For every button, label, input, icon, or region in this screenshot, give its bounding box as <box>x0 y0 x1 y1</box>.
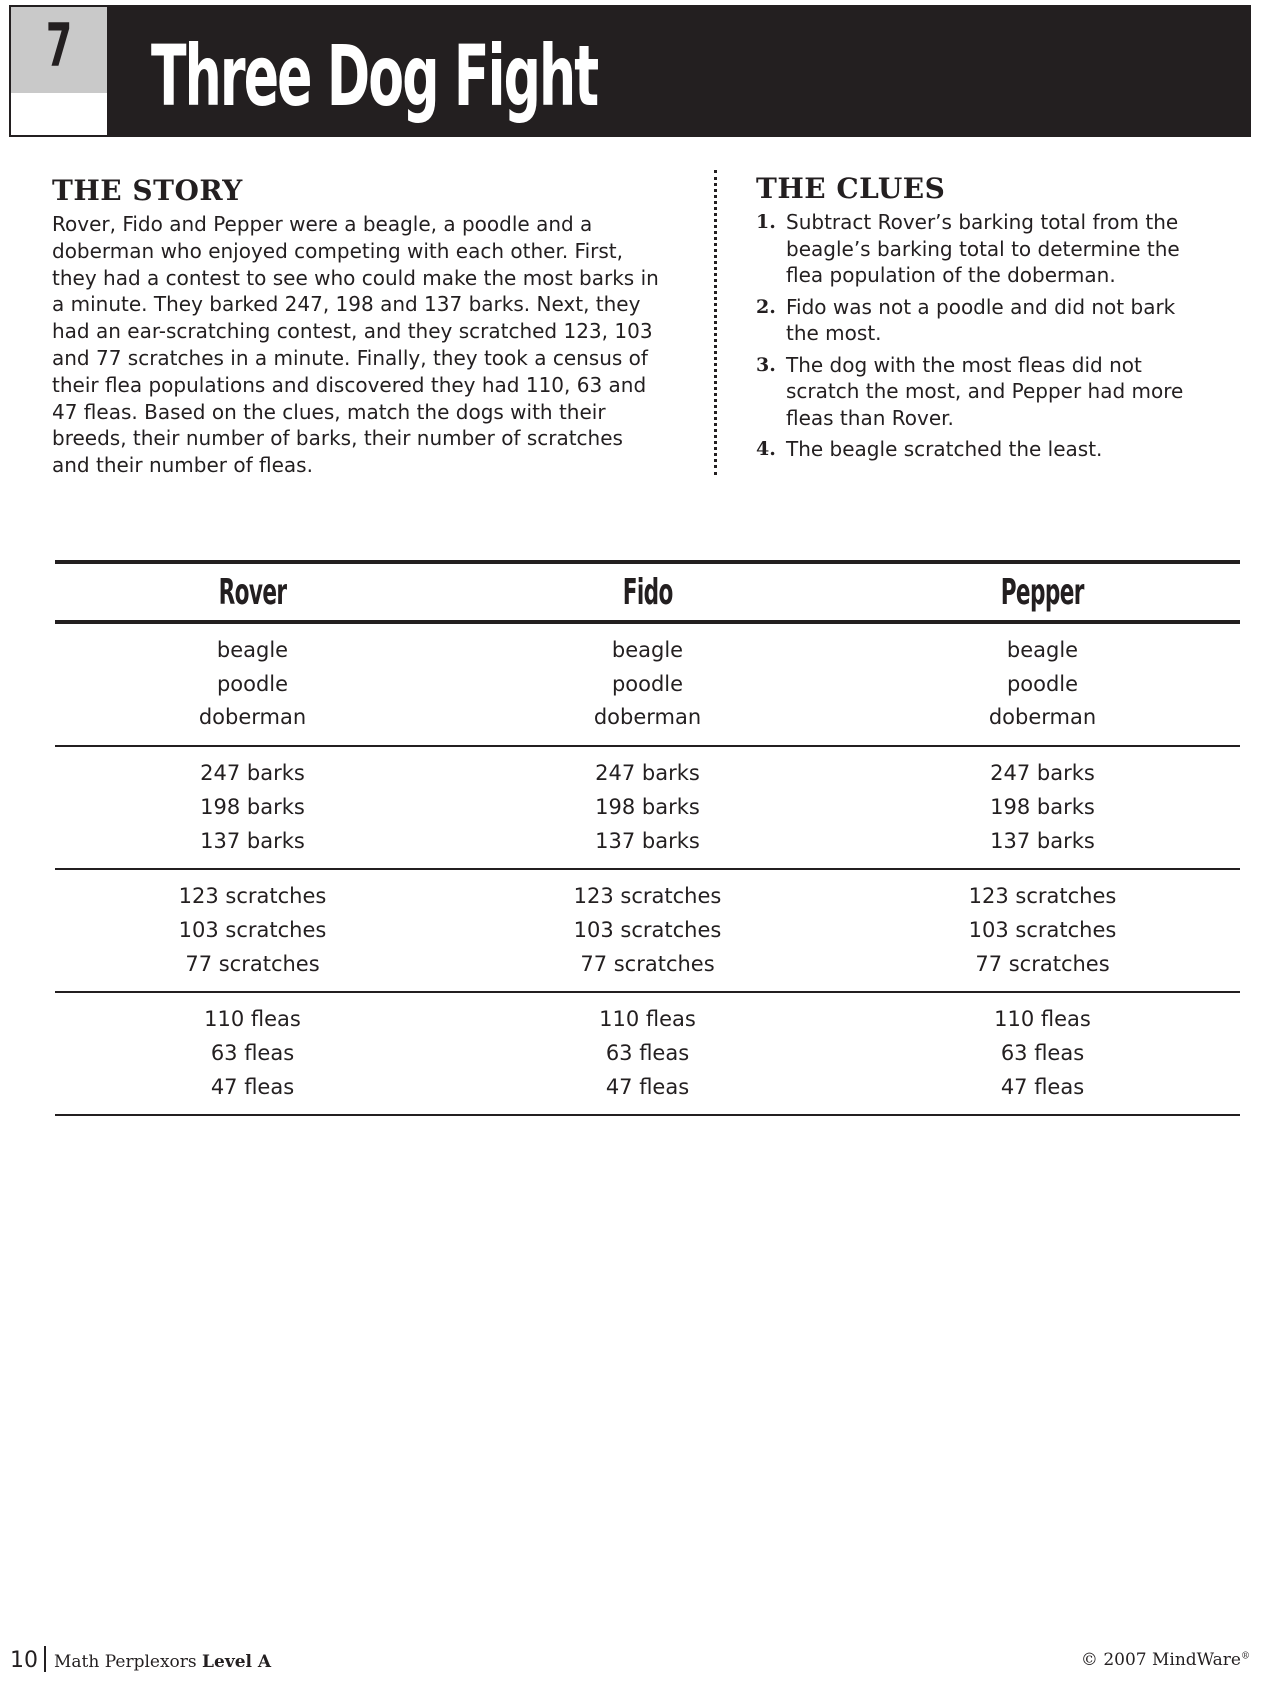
option-77-scratches[interactable]: 77 scratches <box>185 951 320 976</box>
scratches-group <box>55 870 1240 991</box>
option-77-scratches[interactable]: 77 scratches <box>580 951 715 976</box>
book-title: Math Perplexors <box>54 1652 197 1672</box>
pepper-fleas-options <box>845 1003 1240 1104</box>
dog-name-rover: Rover <box>218 571 287 613</box>
copyright-text: © 2007 MindWare <box>1080 1650 1241 1670</box>
title-bar <box>109 5 1251 137</box>
option-doberman[interactable]: doberman <box>988 705 1097 730</box>
pepper-scratches-options <box>845 880 1240 981</box>
clues-list <box>756 209 1196 463</box>
option-123-scratches[interactable]: 123 scratches <box>573 884 722 909</box>
barks-group <box>55 747 1240 868</box>
option-poodle[interactable]: poodle <box>611 671 684 696</box>
answer-grid <box>55 560 1240 1116</box>
option-doberman[interactable]: doberman <box>593 705 702 730</box>
pepper-breed-options <box>845 634 1240 735</box>
fido-scratches-options <box>450 880 845 981</box>
clue-number: 1. <box>756 211 776 233</box>
clues-section <box>756 172 1196 468</box>
option-198-barks[interactable]: 198 barks <box>200 794 305 819</box>
rover-barks-options <box>55 757 450 858</box>
option-137-barks[interactable]: 137 barks <box>595 828 700 853</box>
clue-item <box>756 209 1196 289</box>
clue-text: Subtract Rover’s barking total from the beagle’s barking total to determine the flea population of the doberman. <box>786 210 1180 287</box>
clues-heading: THE CLUES <box>756 172 946 205</box>
page-footer-left <box>10 1646 271 1673</box>
option-103-scratches[interactable]: 103 scratches <box>178 917 327 942</box>
story-text: Rover, Fido and Pepper were a beagle, a poodle and a doberman who enjoyed competing with each other. First, they had a contest to see who could make the most barks in a minute. They barked 247, 198 and 137 barks. Next, they had an ear-scratching contest, and they scratched 123, 103 and 77 scratches in a minute. Finally, they took a census of their flea populations and discovered they had 110, 63 and 47 fleas. Based on the clues, match the dogs with their breeds, their number of barks, their number of scratches and their number of fleas. <box>52 212 659 478</box>
puzzle-number-box <box>9 5 109 137</box>
option-77-scratches[interactable]: 77 scratches <box>975 951 1110 976</box>
option-137-barks[interactable]: 137 barks <box>990 828 1095 853</box>
option-123-scratches[interactable]: 123 scratches <box>968 884 1117 909</box>
page-footer-right <box>1081 1650 1250 1670</box>
clue-item <box>756 294 1196 347</box>
dog-name-fido: Fido <box>622 571 673 613</box>
option-63-fleas[interactable]: 63 fleas <box>605 1041 690 1066</box>
option-123-scratches[interactable]: 123 scratches <box>178 884 327 909</box>
clue-text: The beagle scratched the least. <box>786 437 1103 461</box>
fido-fleas-options <box>450 1003 845 1104</box>
option-110-fleas[interactable]: 110 fleas <box>994 1007 1091 1032</box>
pepper-barks-options <box>845 757 1240 858</box>
page-number: 10 <box>10 1648 38 1673</box>
option-110-fleas[interactable]: 110 fleas <box>204 1007 301 1032</box>
story-heading: THE STORY <box>52 174 243 207</box>
option-beagle[interactable]: beagle <box>611 638 684 662</box>
grid-bottom-rule <box>55 1114 1240 1116</box>
footer-separator <box>44 1646 46 1672</box>
option-poodle[interactable]: poodle <box>216 671 289 696</box>
clue-number: 4. <box>756 438 776 460</box>
fido-breed-options <box>450 634 845 735</box>
option-beagle[interactable]: beagle <box>216 638 289 662</box>
rover-scratches-options <box>55 880 450 981</box>
option-poodle[interactable]: poodle <box>1006 671 1079 696</box>
option-137-barks[interactable]: 137 barks <box>200 828 305 853</box>
clue-text: The dog with the most fleas did not scratch the most, and Pepper had more fleas than Rover. <box>786 352 1184 430</box>
option-110-fleas[interactable]: 110 fleas <box>599 1007 696 1032</box>
clue-item <box>756 352 1196 432</box>
option-63-fleas[interactable]: 63 fleas <box>1000 1041 1085 1066</box>
clue-number: 3. <box>756 353 776 376</box>
clue-number: 2. <box>756 295 776 318</box>
option-103-scratches[interactable]: 103 scratches <box>573 917 722 942</box>
rover-breed-options <box>55 634 450 735</box>
rover-fleas-options <box>55 1003 450 1104</box>
option-103-scratches[interactable]: 103 scratches <box>968 917 1117 942</box>
page-header <box>9 5 1251 139</box>
column-divider <box>714 170 717 475</box>
option-247-barks[interactable]: 247 barks <box>595 761 700 786</box>
fido-barks-options <box>450 757 845 858</box>
puzzle-number: 7 <box>45 11 73 81</box>
dog-name-pepper: Pepper <box>1000 571 1085 613</box>
option-47-fleas[interactable]: 47 fleas <box>605 1074 690 1099</box>
fleas-group <box>55 993 1240 1114</box>
option-doberman[interactable]: doberman <box>198 705 307 730</box>
option-beagle[interactable]: beagle <box>1006 638 1079 662</box>
clue-text: Fido was not a poodle and did not bark the most. <box>786 294 1176 345</box>
breed-group <box>55 624 1240 745</box>
dog-names-row <box>55 564 1240 620</box>
option-198-barks[interactable]: 198 barks <box>990 794 1095 819</box>
option-247-barks[interactable]: 247 barks <box>990 761 1095 786</box>
option-247-barks[interactable]: 247 barks <box>200 761 305 786</box>
story-section <box>52 174 662 479</box>
option-198-barks[interactable]: 198 barks <box>595 794 700 819</box>
registered-mark: ® <box>1241 1651 1250 1662</box>
clue-item <box>756 436 1196 463</box>
option-47-fleas[interactable]: 47 fleas <box>1000 1074 1085 1099</box>
option-47-fleas[interactable]: 47 fleas <box>210 1074 295 1099</box>
option-63-fleas[interactable]: 63 fleas <box>210 1041 295 1066</box>
page-title: Three Dog Fight <box>151 27 598 125</box>
book-level: Level A <box>202 1652 272 1672</box>
